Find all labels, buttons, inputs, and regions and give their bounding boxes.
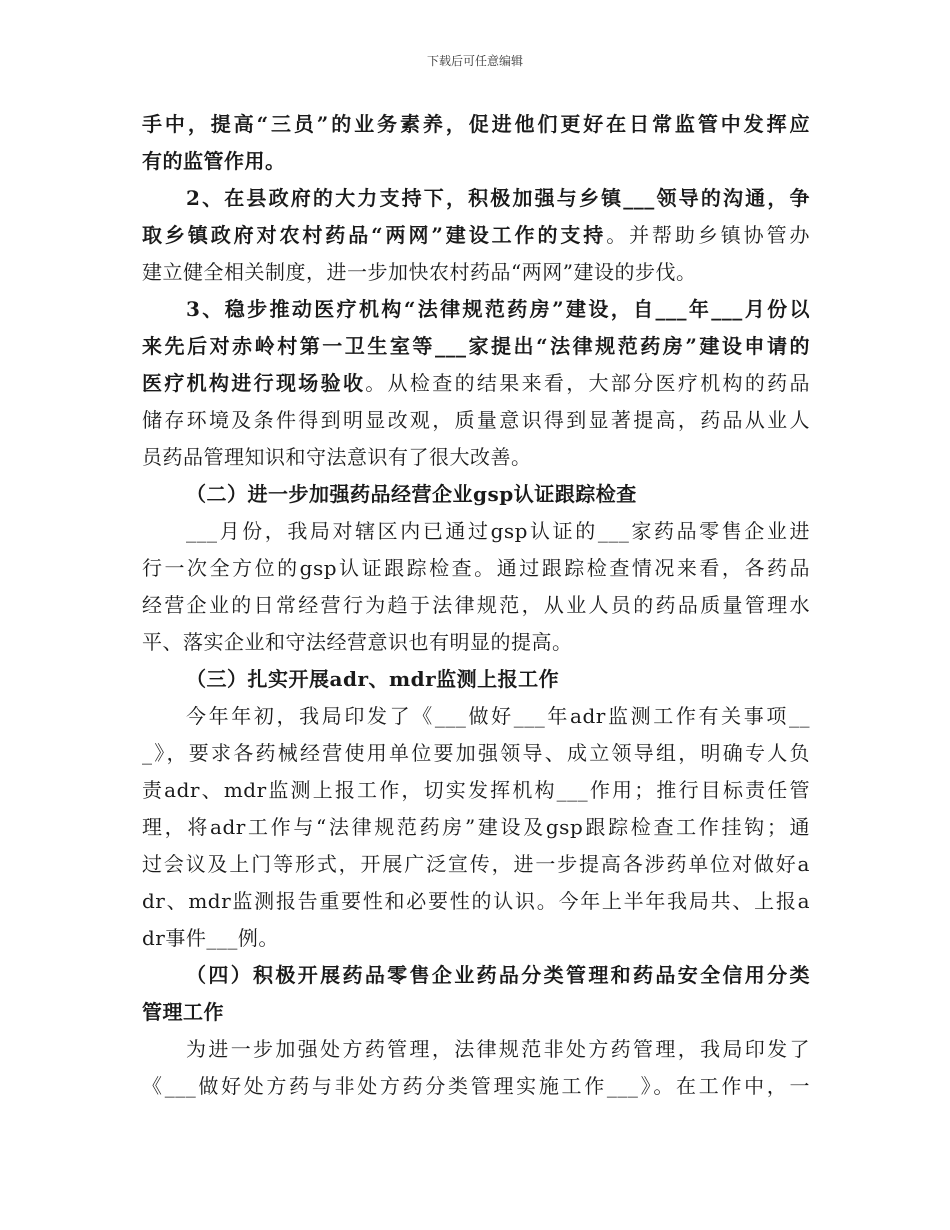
- section-heading: （二）进一步加强药品经营企业gsp认证跟踪检查: [186, 482, 637, 506]
- text-line: 建立健全相关制度，进一步加快农村药品“两网”建设的步伐。: [142, 260, 697, 284]
- section-heading: （三）扎实开展adr、mdr监测上报工作: [186, 667, 560, 691]
- text-line: 责adr、mdr监测上报工作，切实发挥机构___作用；推行目标责任管: [142, 778, 810, 802]
- text-line: 理，将adr工作与“法律规范药房”建设及gsp跟踪检查工作挂钩；通: [142, 815, 810, 839]
- text-line: [142, 217, 810, 254]
- text-line: 员药品管理知识和守法意识有了很大改善。: [142, 445, 532, 469]
- text-line: 来先后对赤岭村第一卫生室等___家提出“法律规范药房”建设申请的: [142, 334, 810, 358]
- page-header: 下载后可任意编辑: [426, 54, 523, 68]
- text-line: 储存环境及条件得到明显改观，质量意识得到显著提高，药品从业人: [142, 408, 810, 432]
- text-line: _》，要求各药械经营使用单位要加强领导、成立领导组，明确专人负: [142, 741, 810, 765]
- text-line: 经营企业的日常经营行为趋于法律规范，从业人员的药品质量管理水: [142, 593, 810, 617]
- text-line: 平、落实企业和守法经营意识也有明显的提高。: [142, 630, 573, 654]
- section-heading: 管理工作: [142, 1000, 224, 1024]
- text-bold-span: 取乡镇政府对农村药品“两网”建设工作的支持: [142, 223, 607, 247]
- text-line: dr、mdr监测报告重要性和必要性的认识。今年上半年我局共、上报a: [142, 889, 810, 913]
- text-line: 3、稳步推动医疗机构“法律规范药房”建设，自___年___月份以: [186, 297, 810, 321]
- text-line: 今年年初，我局印发了《___做好___年adr监测工作有关事项__: [186, 704, 810, 728]
- text-normal-span: 。从检查的结果来看，大部分医疗机构的药品: [365, 371, 810, 395]
- document-body: [142, 106, 810, 1105]
- text-line: 行一次全方位的gsp认证跟踪检查。通过跟踪检查情况来看，各药品: [142, 556, 810, 580]
- text-bold-span: 医疗机构进行现场验收: [142, 371, 366, 395]
- text-line: [142, 365, 810, 402]
- text-line: dr事件___例。: [142, 926, 279, 950]
- text-normal-span: 。并帮助乡镇协管办: [606, 223, 810, 247]
- text-line: 2、在县政府的大力支持下，积极加强与乡镇___领导的沟通，争: [186, 186, 810, 210]
- text-line: 有的监管作用。: [142, 149, 286, 173]
- text-line: 过会议及上门等形式，开展广泛宣传，进一步提高各涉药单位对做好a: [142, 852, 810, 876]
- text-line: ___月份，我局对辖区内已通过gsp认证的___家药品零售企业进: [186, 519, 810, 543]
- section-heading: （四）积极开展药品零售企业药品分类管理和药品安全信用分类: [186, 963, 810, 987]
- text-line: 手中，提高“三员”的业务素养，促进他们更好在日常监管中发挥应: [142, 112, 810, 136]
- text-line: 为进一步加强处方药管理，法律规范非处方药管理，我局印发了: [186, 1037, 810, 1061]
- text-line: 《___做好处方药与非处方药分类管理实施工作___》。在工作中，一: [142, 1074, 810, 1098]
